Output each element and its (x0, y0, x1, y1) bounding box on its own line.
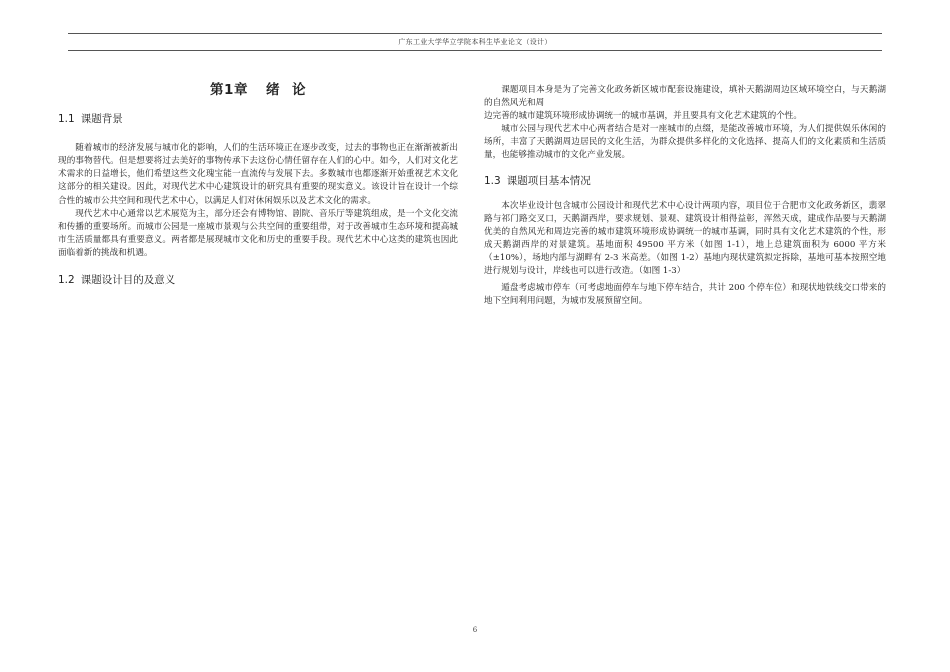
section-heading-1-3 (484, 175, 886, 188)
paragraph: 现代艺术中心通常以艺术展览为主，部分还会有博物馆、剧院、音乐厅等建筑组成，是一个文化交流和传播的重要场所。而城市公园是一座城市景观与公共空间的重要组带，对于改善城市生态环境和提高城市生活质量都具有重要意义。两者都是展现城市文化和历史的重要手段。现代艺术中心这类的建筑也因此面临着新的挑战和机遇。 (58, 208, 458, 258)
running-head: 广东工业大学华立学院本科生毕业论文（设计） (398, 38, 552, 46)
right-column (484, 84, 886, 308)
chapter-number: 第1章 (210, 82, 248, 98)
chapter-title-char-1: 绪 (265, 82, 280, 98)
section-title: 课题项目基本情况 (506, 174, 591, 187)
section-heading-1-1 (58, 113, 458, 126)
section-title: 课题设计目的及意义 (80, 274, 176, 287)
paragraph: 课题项目本身是为了完善文化政务新区城市配套设施建设，填补天鹅湖周边区域环境空白，与天鹅湖的自然风光和周 (484, 85, 886, 109)
section-number: 1.3 (484, 174, 501, 187)
section-number: 1.1 (58, 113, 75, 126)
paragraph: 边完善的城市建筑环境形成协调统一的城市基调，并且要具有文化艺术建筑的个性。 (484, 111, 802, 122)
section-heading-1-2 (58, 274, 458, 287)
page-number: 6 (472, 626, 478, 634)
header-rule-top (68, 33, 882, 34)
section-title: 课题背景 (80, 113, 123, 126)
paragraph: 本次毕业设计包含城市公园设计和现代艺术中心设计两项内容，项目位于合肥市文化政务新区，翡翠路与祁门路交叉口，天鹅湖西岸，要求规划、景观、建筑设计相得益彰，浑然天成，建成作品要与天鹅湖优美的自然风光和周边完善的城市建筑环境形成协调统一的城市基调，同时具有文化艺术建筑的个性，形成天鹅湖西岸的对景建筑。基地面积 49500 平方米（如图 1-1），地上总建筑面积为 6000 平方米（±10%），场地内部与湖畔有 2-3 米高差。（如图 1-2）基地内现状建筑拟定拆除，基地可基本按照空地进行规划与设计，岸线也可以进行改造。（如图 1-3） (484, 200, 886, 277)
section-number: 1.2 (58, 274, 75, 287)
chapter-title-char-2: 论 (291, 82, 306, 98)
paragraph: 随着城市的经济发展与城市化的影响，人们的生活环境正在逐步改变，过去的事物也正在渐渐被新出现的事物替代。但是想要将过去美好的事物传承下去这份心情任留存在人们的心中。如今，人们对文化艺术需求的日益增长，他们希望这些文化瑰宝能一直流传与发展下去。多数城市也都逐渐开始重视艺术文化这部分的相关建设。因此，对现代艺术中心建筑设计的研究具有重要的现实意义。该设计旨在设计一个综合性的城市公共空间和现代艺术中心，以满足人们对休闲娱乐以及艺术文化的需求。 (58, 143, 458, 206)
chapter-title (58, 84, 458, 97)
header-rule-bottom (68, 50, 882, 51)
paragraph: 遁盘考虑城市停车（可考虑地面停车与地下停车结合，共计 200 个停车位）和现状地铁线交口带来的地下空间利用问题，为城市发展预留空间。 (484, 283, 886, 307)
left-column (58, 84, 458, 295)
paragraph: 城市公园与现代艺术中心两者结合是对一座城市的点缀，是能改善城市环境，为人们提供娱乐休闲的场所，丰富了天鹅湖周边居民的文化生活，为群众提供多样化的文化选择、提高人们的文化素质和生活质量，也能够推动城市的文化产业发展。 (484, 124, 886, 161)
